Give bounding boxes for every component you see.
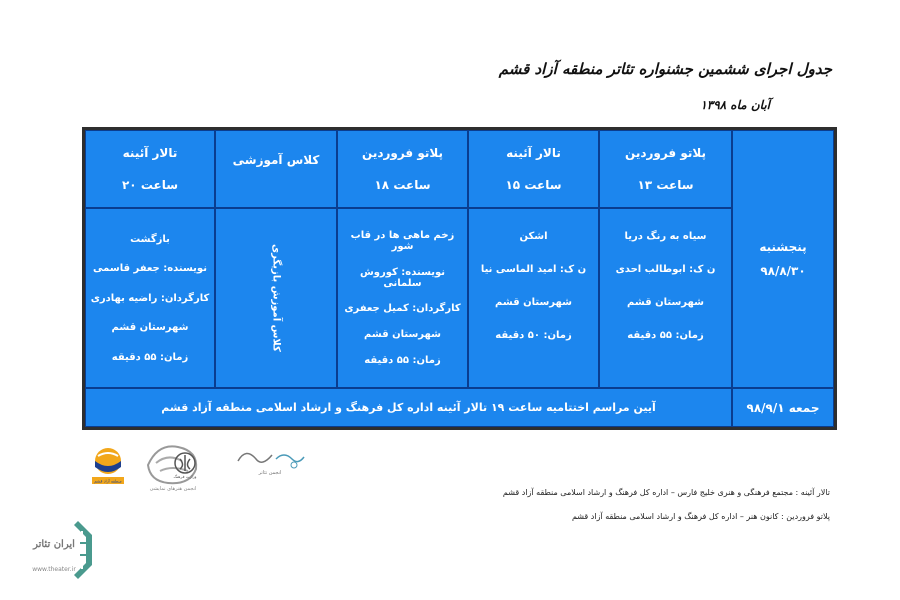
workshop-cell — [215, 208, 337, 388]
page-title: جدول اجرای ششمین جشنواره تئاتر منطقه آزاد قشم — [498, 60, 832, 78]
iran-theater-watermark — [20, 515, 120, 585]
watermark-url: www.theater.ir — [32, 566, 76, 573]
show-title: زخم ماهی ها در قاب شور — [350, 229, 455, 252]
show-writer: نویسنده: جعفر قاسمی — [93, 263, 207, 274]
venue-label: کلاس آموزشی — [232, 153, 320, 167]
header-cell — [468, 130, 599, 208]
footnote-aineh-hall: تالار آئینه : مجتمع فرهنگی و هنری خلیج فارس – اداره کل فرهنگ و ارشاد اسلامی منطقه آزاد قشم — [502, 488, 830, 497]
watermark-name: ایران تئاتر — [33, 539, 75, 550]
header-cell — [85, 130, 215, 208]
festival-caption: انجمن هنرهای نمایشی — [149, 486, 197, 492]
theatre-association-logo — [232, 441, 308, 477]
ministry-caption: وزارت فرهنگ — [173, 474, 197, 479]
day-cell — [732, 130, 834, 388]
venue-label: تالار آئینه — [506, 146, 561, 160]
show-city: شهرستان قشم — [495, 297, 572, 308]
show-duration: زمان: ۵۵ دقیقه — [111, 351, 189, 363]
show-cell — [599, 208, 732, 388]
footnote-farvardin-plateau: پلاتو فروردین : کانون هنر – اداره کل فرهنگ و ارشاد اسلامی منطقه آزاد قشم — [571, 512, 830, 521]
show-director: کارگردان: کمیل جعفری — [344, 303, 461, 315]
show-title: اشکن — [519, 231, 548, 242]
time-label: ساعت ۱۳ — [637, 178, 694, 192]
show-cell — [337, 208, 468, 388]
show-cell — [468, 208, 599, 388]
page-subtitle: آبان ماه ۱۳۹۸ — [700, 98, 770, 112]
show-writer: ن ک: ابوطالب احدی — [615, 264, 716, 275]
logo-strip — [90, 435, 320, 495]
show-duration: زمان: ۵۵ دقیقه — [627, 330, 704, 341]
show-title: بازگشت — [130, 233, 170, 245]
time-label: ساعت ۲۰ — [121, 178, 179, 192]
show-city: شهرستان قشم — [111, 322, 189, 333]
show-director: کارگردان: راضیه بهادری — [90, 292, 210, 304]
closing-ceremony-text: آیین مراسم اختتامیه ساعت ۱۹ تالار آئینه اداره کل فرهنگ و ارشاد اسلامی منطقه آزاد قشم — [85, 388, 732, 427]
closing-date: جمعه ۹۸/۹/۱ — [732, 388, 834, 427]
date-label: ۹۸/۸/۳۰ — [760, 264, 806, 278]
show-writer: ن ک: امید الماسی نیا — [480, 264, 587, 275]
schedule-table — [82, 127, 837, 430]
show-city: شهرستان قشم — [627, 297, 704, 308]
day-label: پنجشنبه — [759, 240, 807, 254]
theatre-caption: انجمن تئاتر — [258, 470, 282, 476]
header-cell — [215, 130, 337, 208]
header-cell — [337, 130, 468, 208]
time-label: ساعت ۱۸ — [374, 178, 431, 192]
show-city: شهرستان قشم — [364, 329, 441, 341]
show-duration: زمان: ۵۰ دقیقه — [495, 330, 572, 341]
free-zone-caption: منطقه آزاد قشم — [94, 478, 122, 484]
free-zone-logo — [90, 445, 126, 487]
show-duration: زمان: ۵۵ دقیقه — [364, 355, 441, 367]
ministry-logo — [172, 451, 198, 479]
venue-label: پلاتو فروردین — [362, 146, 443, 160]
venue-label: پلاتو فروردین — [625, 146, 706, 160]
header-cell — [599, 130, 732, 208]
show-cell — [85, 208, 215, 388]
venue-label: تالار آئینه — [122, 146, 178, 160]
show-title: سیاه به رنگ دریا — [624, 231, 707, 242]
show-writer: نویسنده: کوروش سلمانی — [359, 266, 446, 289]
time-label: ساعت ۱۵ — [505, 178, 562, 192]
workshop-label: کلاس آموزش بازیگری — [270, 244, 282, 352]
